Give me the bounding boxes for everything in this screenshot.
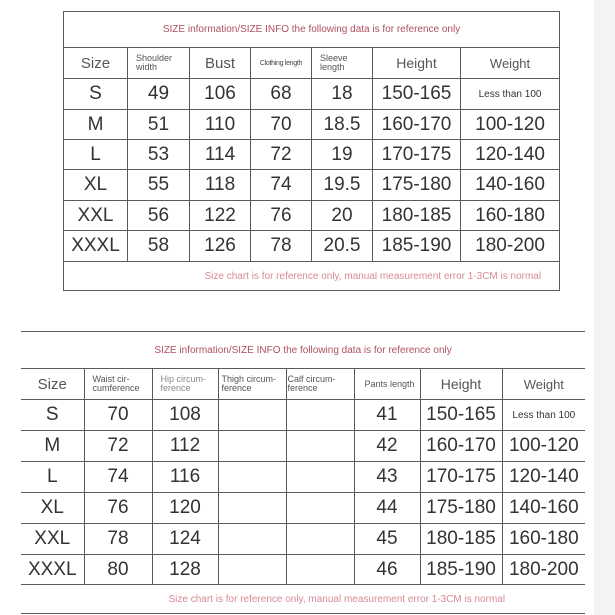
cell: XXL bbox=[21, 524, 84, 555]
header-thigh: Thigh circum-ference bbox=[218, 369, 286, 400]
cell: 70 bbox=[251, 110, 312, 140]
cell: 51 bbox=[128, 110, 190, 140]
cell: 55 bbox=[128, 170, 190, 201]
cell bbox=[218, 524, 286, 555]
cell: 185-190 bbox=[373, 231, 461, 262]
cell: 19.5 bbox=[312, 170, 373, 201]
cell: Less than 100 bbox=[461, 79, 560, 110]
header-weight: Weight bbox=[502, 369, 585, 400]
cell: 45 bbox=[354, 524, 420, 555]
bottom-size-table bbox=[21, 331, 585, 614]
cell: 72 bbox=[251, 140, 312, 170]
header-row bbox=[64, 48, 560, 79]
cell: 70 bbox=[84, 400, 152, 431]
cell bbox=[286, 493, 354, 524]
cell bbox=[286, 400, 354, 431]
cell: 160-180 bbox=[502, 524, 585, 555]
cell bbox=[286, 431, 354, 462]
cell: 140-160 bbox=[502, 493, 585, 524]
cell: XXL bbox=[64, 201, 128, 231]
cell: 170-175 bbox=[420, 462, 502, 493]
cell: 76 bbox=[84, 493, 152, 524]
cell: 126 bbox=[190, 231, 251, 262]
table-title: SIZE information/SIZE INFO the following data is for reference only bbox=[64, 12, 560, 48]
right-gutter bbox=[594, 0, 615, 615]
header-clothing-length: Clothing length bbox=[251, 48, 312, 79]
cell bbox=[286, 555, 354, 585]
cell: 100-120 bbox=[461, 110, 560, 140]
cell: 116 bbox=[152, 462, 218, 493]
cell: 120-140 bbox=[461, 140, 560, 170]
cell: 160-170 bbox=[373, 110, 461, 140]
cell bbox=[286, 524, 354, 555]
header-bust: Bust bbox=[190, 48, 251, 79]
top-size-table bbox=[63, 11, 560, 291]
cell: 120 bbox=[152, 493, 218, 524]
cell bbox=[218, 431, 286, 462]
cell bbox=[218, 462, 286, 493]
cell: 185-190 bbox=[420, 555, 502, 585]
cell: Less than 100 bbox=[502, 400, 585, 431]
header-calf: Calf circum-ference bbox=[286, 369, 354, 400]
header-shoulder: Shoulder width bbox=[128, 48, 190, 79]
table-row bbox=[64, 140, 560, 170]
cell: 80 bbox=[84, 555, 152, 585]
cell: 180-185 bbox=[373, 201, 461, 231]
cell: 78 bbox=[251, 231, 312, 262]
cell: 110 bbox=[190, 110, 251, 140]
cell: 56 bbox=[128, 201, 190, 231]
cell: 18.5 bbox=[312, 110, 373, 140]
cell: 19 bbox=[312, 140, 373, 170]
cell: 122 bbox=[190, 201, 251, 231]
cell: 170-175 bbox=[373, 140, 461, 170]
table-row bbox=[21, 493, 585, 524]
cell: XXXL bbox=[21, 555, 84, 585]
cell: 43 bbox=[354, 462, 420, 493]
cell: 128 bbox=[152, 555, 218, 585]
cell: 53 bbox=[128, 140, 190, 170]
table-note: Size chart is for reference only, manual measurement error 1-3CM is normal bbox=[64, 262, 560, 291]
cell: L bbox=[64, 140, 128, 170]
cell: 100-120 bbox=[502, 431, 585, 462]
table-note: Size chart is for reference only, manual measurement error 1-3CM is normal bbox=[21, 585, 585, 614]
cell: 49 bbox=[128, 79, 190, 110]
cell: 42 bbox=[354, 431, 420, 462]
cell: 74 bbox=[84, 462, 152, 493]
table-title: SIZE information/SIZE INFO the following data is for reference only bbox=[21, 332, 585, 369]
cell: 20 bbox=[312, 201, 373, 231]
cell: 46 bbox=[354, 555, 420, 585]
table-row bbox=[64, 79, 560, 110]
cell: 58 bbox=[128, 231, 190, 262]
table-row bbox=[21, 524, 585, 555]
cell bbox=[218, 555, 286, 585]
cell: 180-185 bbox=[420, 524, 502, 555]
table-row bbox=[64, 170, 560, 201]
cell: 68 bbox=[251, 79, 312, 110]
cell: 74 bbox=[251, 170, 312, 201]
table-row bbox=[21, 462, 585, 493]
cell: 44 bbox=[354, 493, 420, 524]
cell: 150-165 bbox=[420, 400, 502, 431]
cell: XL bbox=[21, 493, 84, 524]
cell: 160-170 bbox=[420, 431, 502, 462]
header-size: Size bbox=[64, 48, 128, 79]
cell: XXXL bbox=[64, 231, 128, 262]
cell: 180-200 bbox=[502, 555, 585, 585]
cell: 76 bbox=[251, 201, 312, 231]
cell: M bbox=[64, 110, 128, 140]
cell: 112 bbox=[152, 431, 218, 462]
table-row bbox=[21, 400, 585, 431]
cell: 118 bbox=[190, 170, 251, 201]
header-pants-length: Pants length bbox=[354, 369, 420, 400]
header-height: Height bbox=[373, 48, 461, 79]
table-row bbox=[21, 431, 585, 462]
cell: 114 bbox=[190, 140, 251, 170]
cell: 108 bbox=[152, 400, 218, 431]
cell: L bbox=[21, 462, 84, 493]
table-row bbox=[64, 231, 560, 262]
cell bbox=[218, 493, 286, 524]
header-sleeve: Sleeve length bbox=[312, 48, 373, 79]
cell: 160-180 bbox=[461, 201, 560, 231]
header-height: Height bbox=[420, 369, 502, 400]
cell: S bbox=[21, 400, 84, 431]
header-waist: Waist cir-cumference bbox=[84, 369, 152, 400]
cell: 72 bbox=[84, 431, 152, 462]
header-row bbox=[21, 369, 585, 400]
cell bbox=[286, 462, 354, 493]
cell: 120-140 bbox=[502, 462, 585, 493]
cell: S bbox=[64, 79, 128, 110]
header-weight: Weight bbox=[461, 48, 560, 79]
cell: 78 bbox=[84, 524, 152, 555]
header-size: Size bbox=[21, 369, 84, 400]
cell: 175-180 bbox=[420, 493, 502, 524]
table-row bbox=[64, 110, 560, 140]
cell: 150-165 bbox=[373, 79, 461, 110]
cell: XL bbox=[64, 170, 128, 201]
cell: 124 bbox=[152, 524, 218, 555]
cell: 18 bbox=[312, 79, 373, 110]
cell: 20.5 bbox=[312, 231, 373, 262]
cell: 41 bbox=[354, 400, 420, 431]
table-row bbox=[64, 201, 560, 231]
cell: 175-180 bbox=[373, 170, 461, 201]
cell: 140-160 bbox=[461, 170, 560, 201]
header-hip: Hip circum-ference bbox=[152, 369, 218, 400]
table-row bbox=[21, 555, 585, 585]
cell bbox=[218, 400, 286, 431]
cell: 106 bbox=[190, 79, 251, 110]
cell: M bbox=[21, 431, 84, 462]
cell: 180-200 bbox=[461, 231, 560, 262]
